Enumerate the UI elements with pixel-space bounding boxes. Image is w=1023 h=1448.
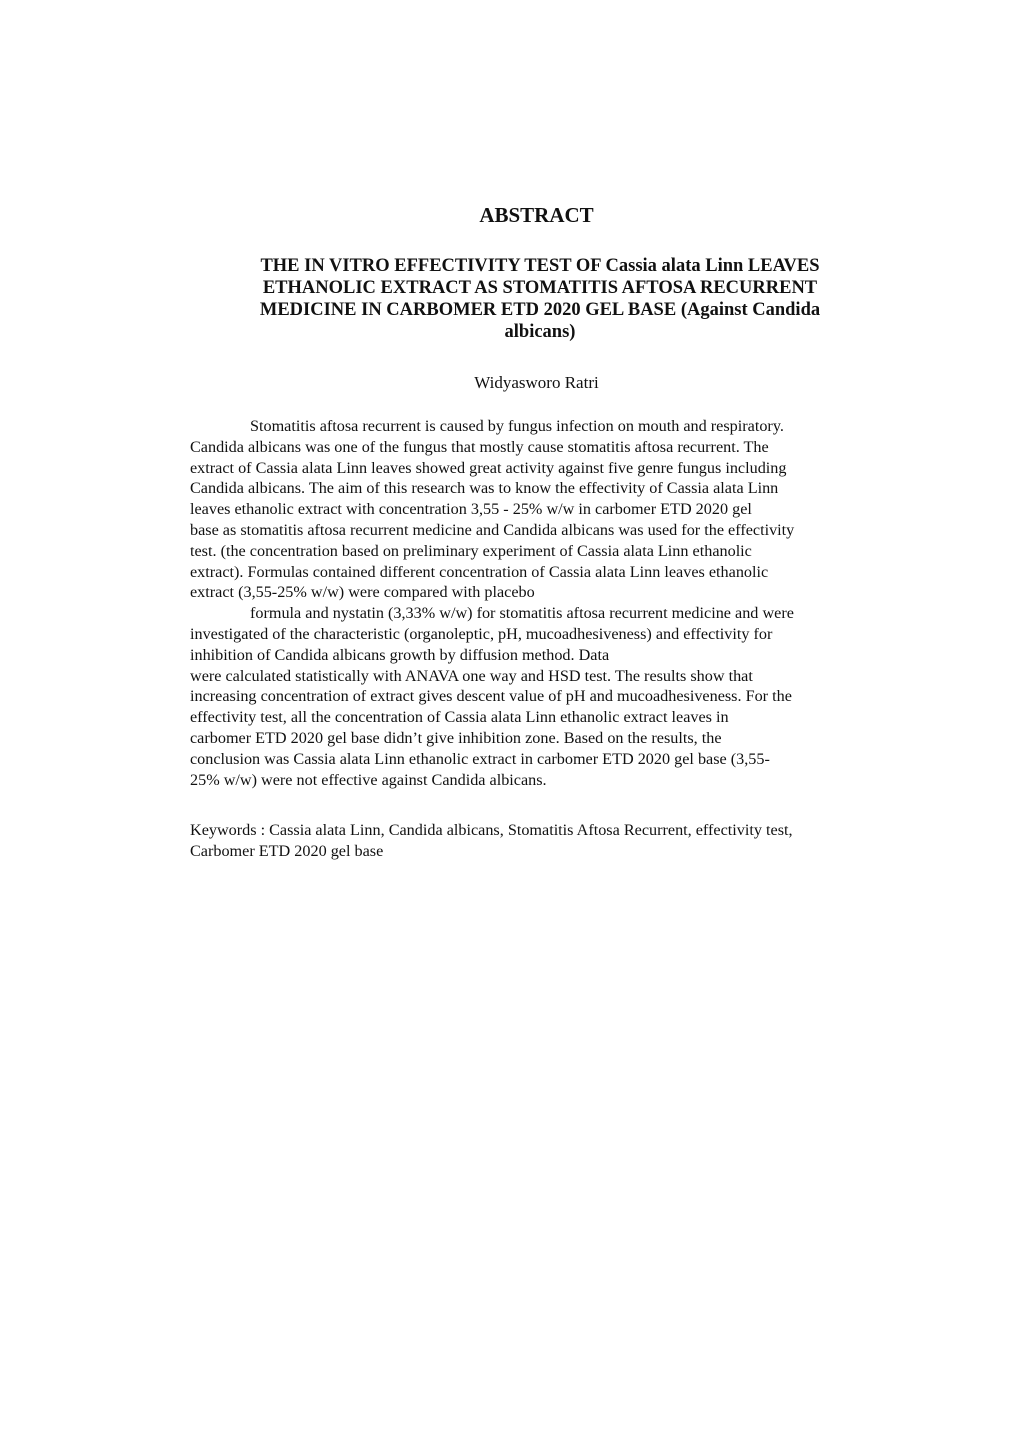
- body-line: inhibition of Candida albicans growth by diffusion method. Data: [190, 645, 610, 664]
- paper-title: [210, 255, 870, 343]
- abstract-heading: ABSTRACT: [479, 203, 594, 227]
- keywords: [190, 820, 902, 862]
- body-line: Candida albicans. The aim of this research was to know the effectivity of Cassia alata Linn: [190, 479, 779, 498]
- body-line: base as stomatitis aftosa recurrent medicine and Candida albicans was used for the effectivity: [190, 520, 795, 539]
- body-line: 25% w/w) were not effective against Candida albicans.: [190, 770, 547, 789]
- title-line: ETHANOLIC EXTRACT AS STOMATITIS AFTOSA RECURRENT: [262, 278, 818, 298]
- title-line: albicans): [504, 322, 576, 342]
- keywords-line: Carbomer ETD 2020 gel base: [190, 841, 384, 860]
- body-line: test. (the concentration based on preliminary experiment of Cassia alata Linn ethanolic: [190, 541, 752, 560]
- body-line: conclusion was Cassia alata Linn ethanolic extract in carbomer ETD 2020 gel base (3,55-: [190, 749, 770, 768]
- body-line: Candida albicans was one of the fungus that mostly cause stomatitis aftosa recurrent. The: [190, 437, 769, 456]
- author-name: Widyasworo Ratri: [474, 373, 599, 392]
- body-line: extract of Cassia alata Linn leaves showed great activity against five genre fungus including: [190, 458, 787, 477]
- abstract-body: [190, 416, 902, 790]
- title-line: MEDICINE IN CARBOMER ETD 2020 GEL BASE (Against Candida: [259, 300, 821, 320]
- body-line: carbomer ETD 2020 gel base didn’t give inhibition zone. Based on the results, the: [190, 728, 722, 747]
- body-line: Stomatitis aftosa recurrent is caused by fungus infection on mouth and respiratory.: [250, 417, 784, 435]
- body-line: leaves ethanolic extract with concentration 3,55 - 25% w/w in carbomer ETD 2020 gel: [190, 500, 752, 519]
- title-line: THE IN VITRO EFFECTIVITY TEST OF Cassia alata Linn LEAVES: [260, 256, 820, 276]
- body-line: investigated of the characteristic (organoleptic, pH, mucoadhesiveness) and effectivity for: [190, 624, 773, 643]
- keywords-line: Keywords : Cassia alata Linn, Candida albicans, Stomatitis Aftosa Recurrent, effectivity test,: [190, 821, 793, 839]
- body-line: extract). Formulas contained different concentration of Cassia alata Linn leaves ethanolic: [190, 562, 769, 581]
- body-line: were calculated statistically with ANAVA one way and HSD test. The results show that: [190, 666, 753, 685]
- body-line: increasing concentration of extract gives descent value of pH and mucoadhesiveness. For the: [190, 687, 792, 706]
- body-line: formula and nystatin (3,33% w/w) for stomatitis aftosa recurrent medicine and were: [250, 604, 794, 623]
- body-line: extract (3,55-25% w/w) were compared with placebo: [190, 583, 535, 602]
- body-line: effectivity test, all the concentration of Cassia alata Linn ethanolic extract leaves in: [190, 708, 729, 727]
